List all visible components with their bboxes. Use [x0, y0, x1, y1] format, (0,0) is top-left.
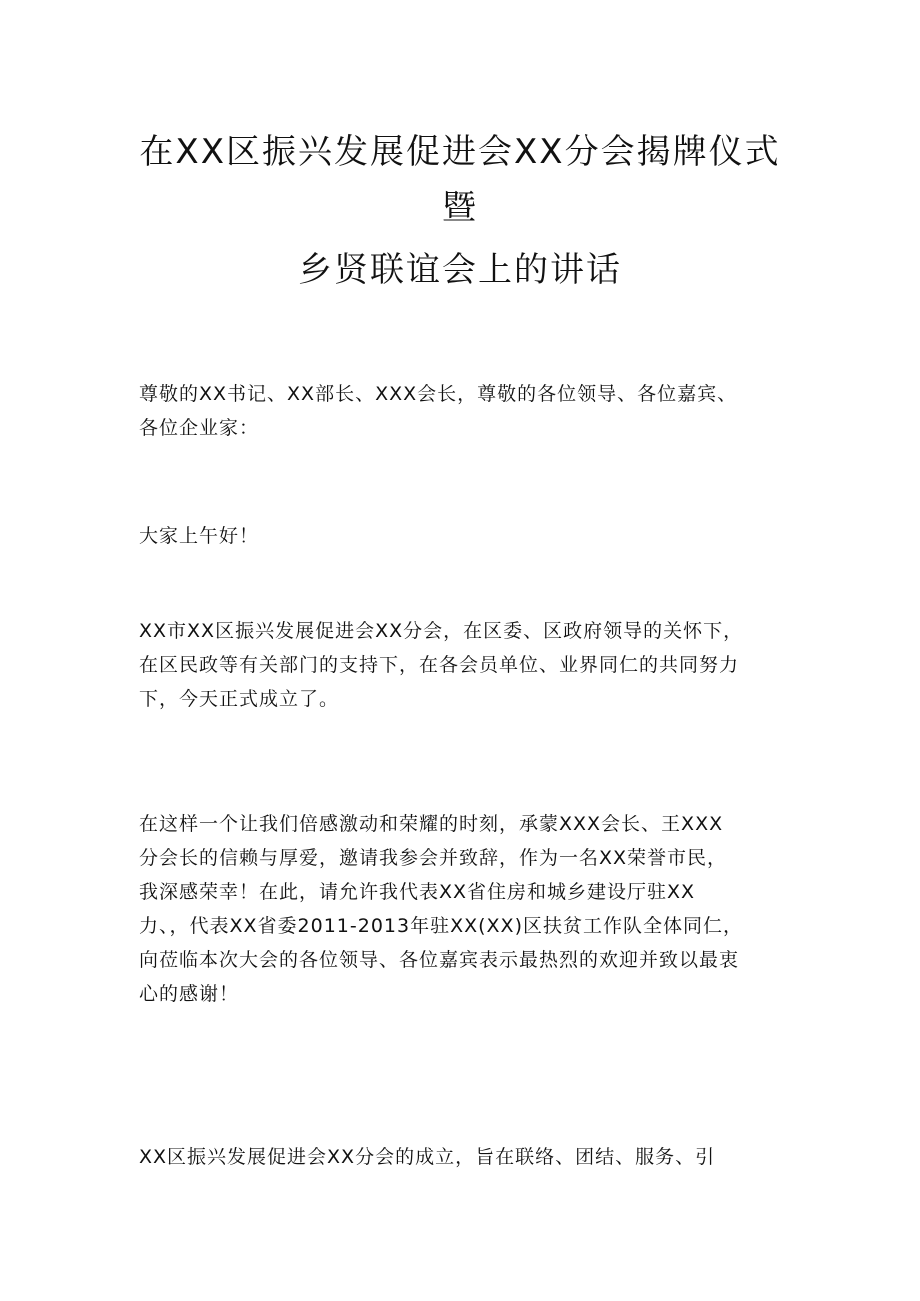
- thanks-paragraph: [139, 807, 789, 1011]
- paragraph-line: 大家上午好！: [139, 525, 260, 547]
- paragraph-line: 向莅临本次大会的各位领导、各位嘉宾表示最热烈的欢迎并致以最衷: [139, 949, 740, 971]
- title-line-2: 暨: [442, 188, 478, 228]
- paragraph-line: 在这样一个让我们倍感激动和荣耀的时刻，承蒙XXX会长、王XXX: [139, 813, 724, 835]
- founding-paragraph: [139, 614, 789, 716]
- paragraph-line: 下，今天正式成立了。: [139, 688, 340, 710]
- title-line-1: 在XX区振兴发展促进会XX分会揭牌仪式: [139, 132, 781, 172]
- paragraph-line: XX区振兴发展促进会XX分会的成立，旨在联络、团结、服务、引: [139, 1146, 716, 1168]
- salutation-paragraph: [139, 377, 789, 445]
- purpose-paragraph: [139, 1140, 789, 1174]
- paragraph-line: 我深感荣幸！在此，请允许我代表XX省住房和城乡建设厅驻XX: [139, 881, 696, 903]
- greeting-paragraph: [139, 519, 789, 553]
- paragraph-line: 力、，代表XX省委2011-2013年驻XX(XX)区扶贫工作队全体同仁，: [139, 915, 743, 937]
- paragraph-line: XX市XX区振兴发展促进会XX分会，在区委、区政府领导的关怀下，: [139, 620, 744, 642]
- title-line-3: 乡贤联谊会上的讲话: [298, 250, 622, 290]
- paragraph-line: 在区民政等有关部门的支持下，在各会员单位、业界同仁的共同努力: [139, 654, 740, 676]
- paragraph-line: 分会长的信赖与厚爱，邀请我参会并致辞，作为一名XX荣誉市民，: [139, 847, 728, 869]
- paragraph-line: 尊敬的XX书记、XX部长、XXX会长，尊敬的各位领导、各位嘉宾、: [139, 383, 738, 405]
- paragraph-line: 各位企业家：: [139, 417, 260, 439]
- paragraph-line: 心的感谢！: [139, 983, 240, 1005]
